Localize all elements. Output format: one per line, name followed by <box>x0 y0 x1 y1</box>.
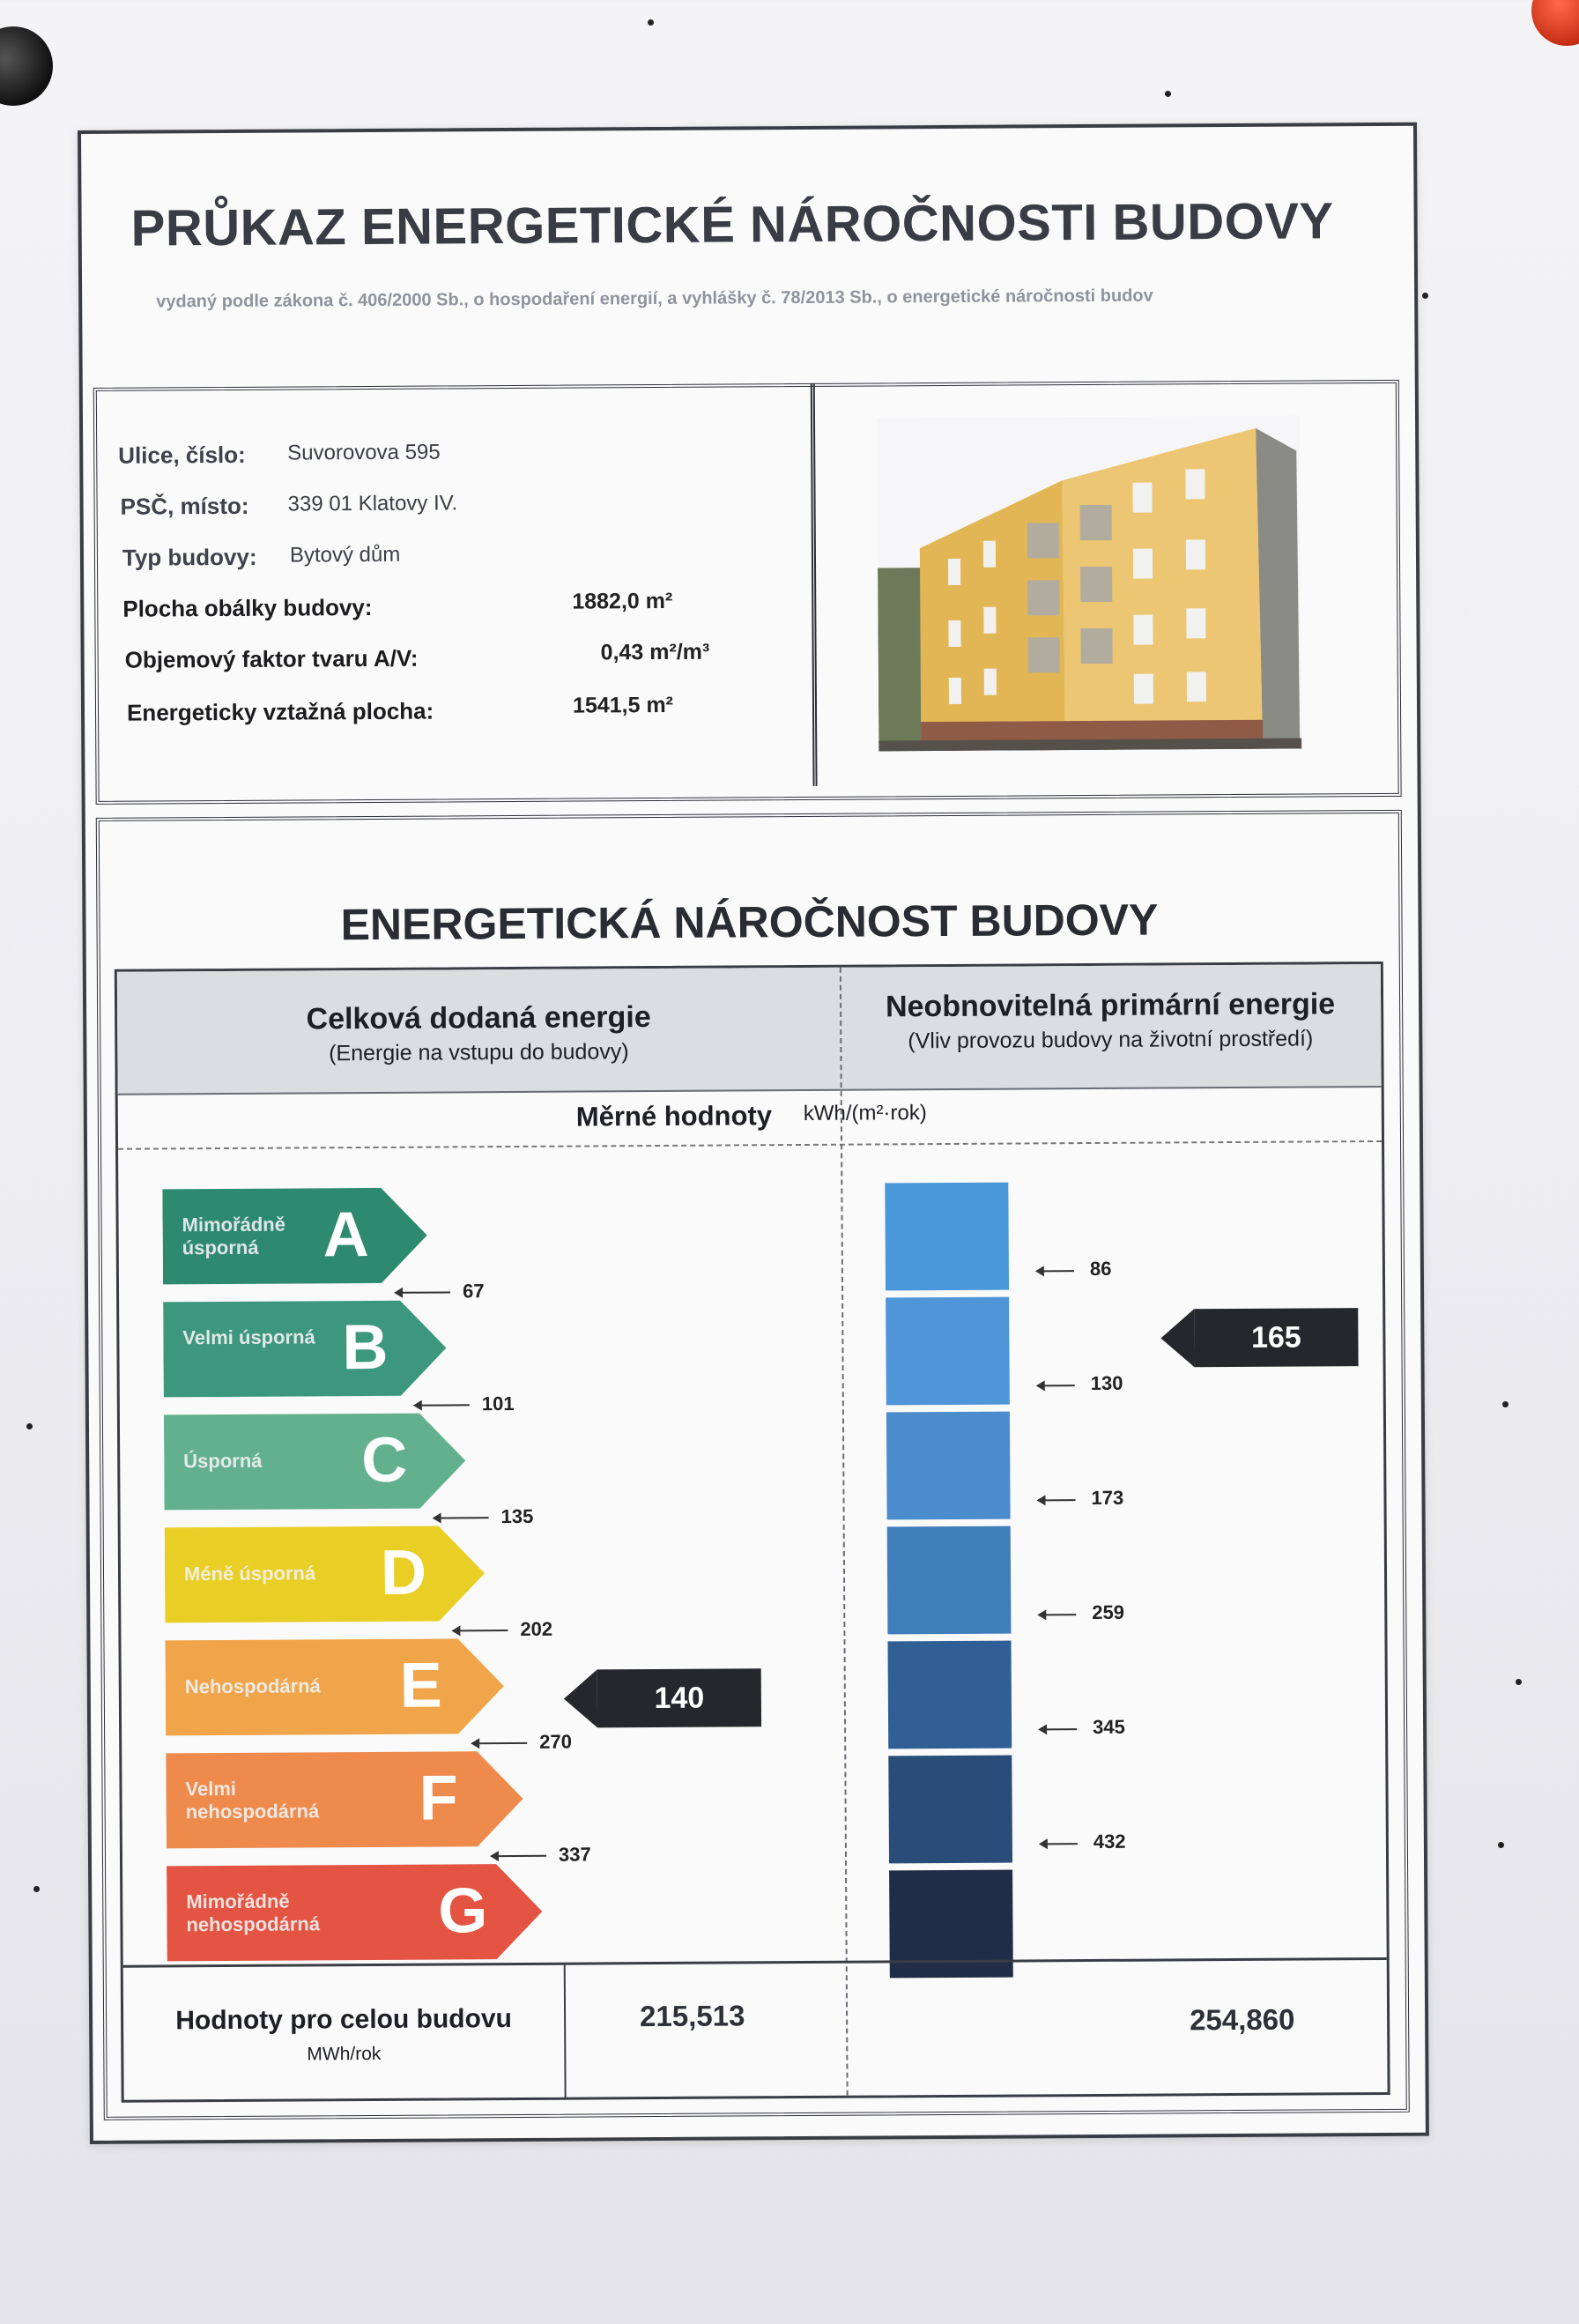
rating-header <box>117 964 1382 1095</box>
energy-class-letter: E <box>399 1650 443 1721</box>
specific-values-unit: kWh/(m²·rok) <box>803 1101 927 1125</box>
threshold-arrow <box>1042 1270 1074 1272</box>
energy-class-letter: F <box>419 1763 458 1834</box>
primary-scale-segment <box>887 1526 1012 1635</box>
primary-threshold-value: 432 <box>1093 1830 1126 1853</box>
rating-table <box>115 962 1390 2103</box>
threshold-arrow <box>497 1855 546 1857</box>
energy-class-letter: D <box>380 1537 427 1608</box>
envelope-area-label: Plocha obálky budovy: <box>122 593 373 622</box>
energy-class-label: Úsporná <box>183 1449 263 1473</box>
building-info-box <box>93 380 1402 805</box>
pushpin-black <box>0 26 53 106</box>
threshold-arrow <box>1044 1499 1076 1501</box>
shape-factor-label: Objemový faktor tvaru A/V: <box>124 644 419 673</box>
whole-building-unit: MWh/rok <box>307 2043 382 2065</box>
energy-class-letter: G <box>438 1875 488 1947</box>
energy-class-label: Mimořádně úsporná <box>182 1213 286 1259</box>
building-type-label: Typ budovy: <box>122 543 257 571</box>
threshold-arrow <box>1044 1614 1076 1615</box>
delivered-energy-total: 215,513 <box>639 1999 745 2033</box>
class-threshold-value: 270 <box>539 1730 572 1753</box>
footer-divider <box>564 1965 567 2100</box>
energy-class-letter: A <box>322 1199 369 1271</box>
primary-energy-total: 254,860 <box>1190 2002 1295 2037</box>
class-threshold-value: 337 <box>558 1843 591 1866</box>
certificate-title: PRŮKAZ ENERGETICKÉ NÁROČNOSTI BUDOVY <box>130 192 1334 257</box>
energy-class-label: Méně úsporná <box>183 1562 316 1585</box>
energy-class-scale <box>162 1184 836 1981</box>
delivered-energy-title: Celková dodaná energie <box>306 1000 651 1036</box>
reference-area-label: Energeticky vztažná plocha: <box>126 697 434 726</box>
envelope-area-value: 1882,0 m² <box>572 588 673 614</box>
street-value: Suvorovova 595 <box>287 440 441 465</box>
threshold-arrow <box>458 1630 508 1631</box>
speck <box>1516 1679 1522 1685</box>
street-label: Ulice, číslo: <box>118 441 246 469</box>
energy-class-label: Mimořádně nehospodárná <box>186 1890 321 1936</box>
speck <box>648 19 654 26</box>
primary-energy-subtitle: (Vliv provozu budovy na životní prostředí) <box>908 1026 1314 1054</box>
speck <box>1422 293 1428 299</box>
primary-scale-segment <box>887 1641 1012 1749</box>
speck <box>26 1423 33 1429</box>
energy-class-label: Nehospodárná <box>184 1674 321 1698</box>
whole-building-row <box>123 1957 1388 2103</box>
class-threshold-value: 101 <box>481 1392 515 1415</box>
header-divider <box>118 1140 1382 1150</box>
primary-threshold-value: 345 <box>1093 1715 1125 1738</box>
primary-energy-scale <box>885 1180 1365 1976</box>
energy-class-g <box>167 1862 552 1964</box>
energy-class-letter: C <box>360 1424 408 1496</box>
rating-section-title: ENERGETICKÁ NÁROČNOST BUDOVY <box>340 895 1159 950</box>
energy-class-f <box>166 1749 532 1851</box>
threshold-arrow <box>1043 1385 1075 1386</box>
primary-scale-segment <box>888 1756 1012 1864</box>
energy-class-b <box>163 1298 456 1399</box>
primary-scale-segment <box>886 1412 1011 1520</box>
primary-energy-marker: 165 <box>1194 1308 1358 1367</box>
primary-scale-segment <box>885 1183 1009 1291</box>
speck <box>1165 91 1171 97</box>
building-type-value: Bytový dům <box>289 542 401 568</box>
threshold-arrow <box>1045 1728 1077 1730</box>
speck <box>1498 1842 1504 1848</box>
primary-threshold-value: 130 <box>1090 1371 1123 1395</box>
speck <box>1502 1401 1509 1407</box>
energy-certificate-sheet <box>78 123 1429 2144</box>
energy-class-label: Velmi úsporná <box>182 1325 315 1349</box>
shape-factor-value: 0,43 m²/m³ <box>600 639 710 665</box>
threshold-arrow <box>401 1291 450 1293</box>
energy-class-e <box>165 1637 513 1737</box>
primary-energy-title: Neobnovitelná primární energie <box>885 987 1336 1024</box>
city-label: PSČ, místo: <box>120 492 249 520</box>
energy-class-d <box>165 1524 494 1624</box>
threshold-arrow <box>1046 1843 1078 1845</box>
delivered-energy-marker: 140 <box>597 1668 761 1727</box>
primary-threshold-value: 173 <box>1091 1486 1124 1510</box>
whole-building-label: Hodnoty pro celou budovu <box>175 2004 513 2036</box>
speck <box>33 1886 40 1892</box>
building-photo-frame <box>811 380 1396 786</box>
reference-area-value: 1541,5 m² <box>572 692 674 718</box>
primary-scale-segment <box>886 1297 1010 1406</box>
threshold-arrow <box>420 1404 470 1406</box>
energy-class-a <box>162 1186 436 1287</box>
energy-class-c <box>164 1411 475 1511</box>
primary-threshold-value: 259 <box>1092 1600 1125 1623</box>
threshold-arrow <box>478 1742 527 1744</box>
energy-rating-section <box>96 810 1410 2120</box>
certificate-subtitle: vydaný podle zákona č. 406/2000 Sb., o hospodaření energií, a vyhlášky č. 78/2013 Sb., o energetické náročnosti budov <box>156 286 1153 312</box>
column-divider <box>840 968 849 2096</box>
class-threshold-value: 135 <box>500 1504 534 1528</box>
class-threshold-value: 67 <box>462 1280 485 1303</box>
energy-class-label: Velmi nehospodárná <box>185 1777 320 1823</box>
specific-values-label: Měrné hodnoty <box>575 1100 773 1132</box>
pushpin-red <box>1531 0 1579 46</box>
delivered-energy-subtitle: (Energie na vstupu do budovy) <box>329 1039 629 1066</box>
threshold-arrow <box>440 1517 489 1518</box>
building-photo <box>877 416 1301 752</box>
class-threshold-value: 202 <box>520 1617 553 1640</box>
energy-class-letter: B <box>342 1311 389 1384</box>
primary-threshold-value: 86 <box>1089 1257 1112 1281</box>
city-value: 339 01 Klatovy IV. <box>287 491 458 516</box>
